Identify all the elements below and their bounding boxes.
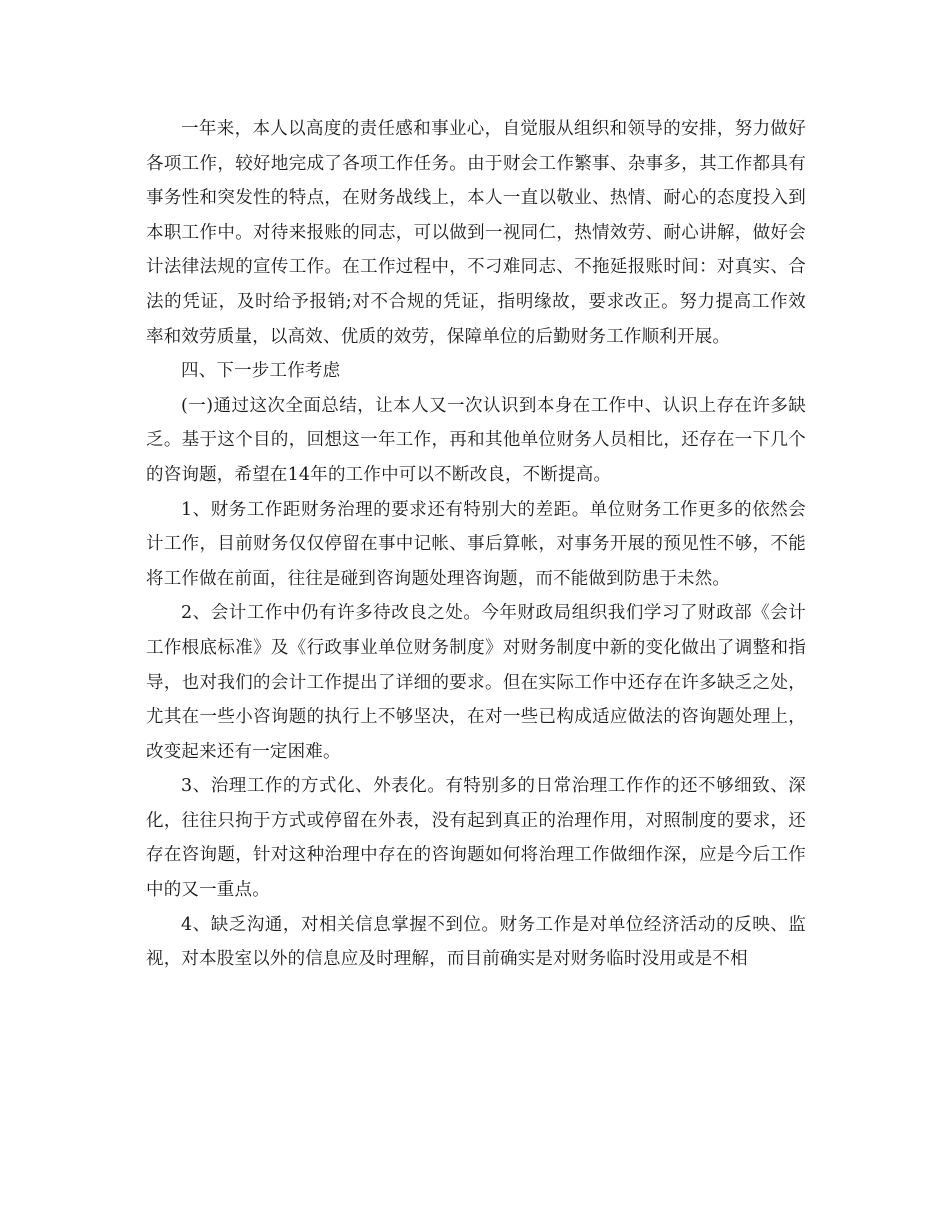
paragraph-item-1: 1、财务工作距财务治理的要求还有特别大的差距。单位财务工作更多的依然会计工作，目前财务仅仅停留在事中记帐、事后算帐，对事务开展的预见性不够，不能将工作做在前面，往往是碰到咨询题处理咨询题，而不能做到防患于未然。 xyxy=(146,499,806,589)
paragraph-work-attitude: 一年来，本人以高度的责任感和事业心，自觉服从组织和领导的安排，努力做好各项工作，较好地完成了各项工作任务。由于财会工作繁事、杂事多，其工作都具有事务性和突发性的特点，在财务战线上，本人一直以敬业、热情、耐心的态度投入到本职工作中。对待来报账的同志，可以做到一视同仁，热情效劳、耐心讲解，做好会计法律法规的宣传工作。在工作过程中，不刁难同志、不拖延报账时间：对真实、合法的凭证，及时给予报销;对不合规的凭证，指明缘故，要求改正。努力提高工作效率和效劳质量，以高效、优质的效劳，保障单位的后勤财务工作顺利开展。 xyxy=(146,119,806,347)
document-body xyxy=(146,112,806,977)
section-heading-next-steps: 四、下一步工作考虑 xyxy=(181,361,341,382)
paragraph-item-3: 3、治理工作的方式化、外表化。有特别多的日常治理工作作的还不够细致、深化，往往只拘于方式或停留在外表，没有起到真正的治理作用，对照制度的要求，还存在咨询题，针对这种治理中存在的咨询题如何将治理工作做细作深，应是今后工作中的又一重点。 xyxy=(146,776,806,901)
paragraph-summary-shortcomings: (一)通过这次全面总结，让本人又一次认识到本身在工作中、认识上存在许多缺乏。基于这个目的，回想这一年工作，再和其他单位财务人员相比，还存在一下几个的咨询题，希望在14年的工作中可以不断改良，不断提高。 xyxy=(146,395,806,485)
paragraph-item-4: 4、缺乏沟通，对相关信息掌握不到位。财务工作是对单位经济活动的反映、监视，对本股室以外的信息应及时理解，而目前确实是对财务临时没用或是不相 xyxy=(146,914,806,970)
paragraph-item-2: 2、会计工作中仍有许多待改良之处。今年财政局组织我们学习了财政部《会计工作根底标准》及《行政事业单位财务制度》对财务制度中新的变化做出了调整和指导，也对我们的会计工作提出了详细的要求。但在实际工作中还存在许多缺乏之处，尤其在一些小咨询题的执行上不够坚决，在对一些已构成适应做法的咨询题处理上，改变起来还有一定困难。 xyxy=(146,603,806,762)
